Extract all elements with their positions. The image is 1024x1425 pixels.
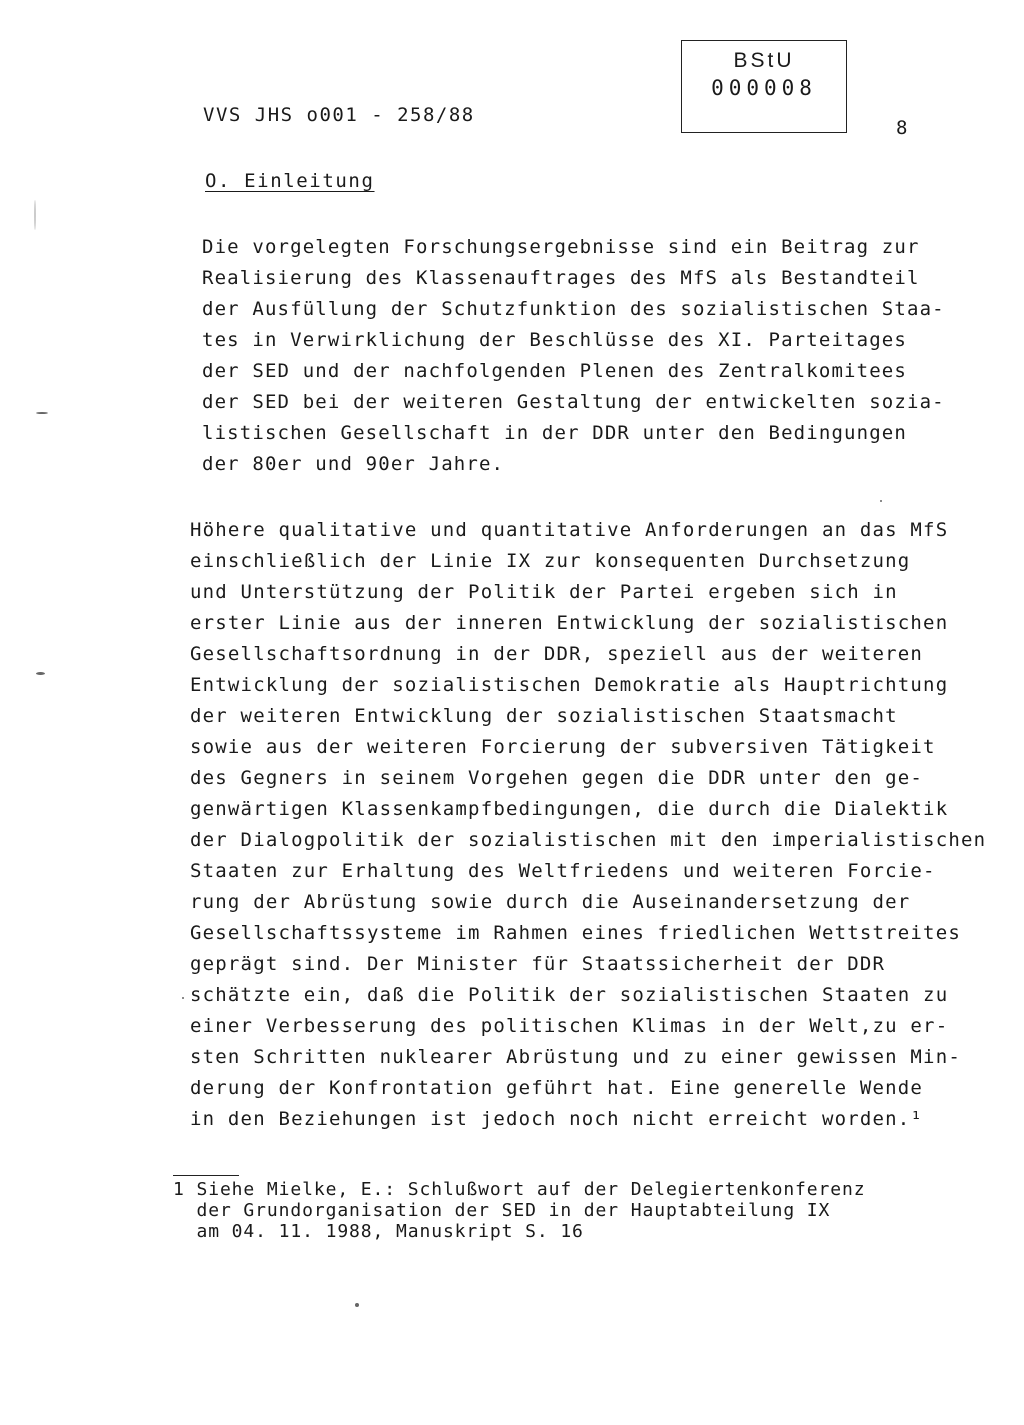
- paragraph-line: Gesellschaftssysteme im Rahmen eines friedlichen Wettstreites: [190, 922, 961, 944]
- paragraph-line: schätzte ein, daß die Politik der sozialistischen Staaten zu: [190, 984, 949, 1006]
- paragraph-line: Staaten zur Erhaltung des Weltfriedens und weiteren Forcie-: [190, 860, 936, 882]
- scan-speck: [880, 500, 882, 502]
- paragraph-line: Die vorgelegten Forschungsergebnisse sind ein Beitrag zur: [202, 236, 920, 258]
- document-reference: VVS JHS o001 - 258/88: [203, 104, 475, 126]
- scan-speck: [34, 200, 36, 230]
- paragraph-line: einer Verbesserung des politischen Klimas in der Welt,zu er-: [190, 1015, 949, 1037]
- paragraph-line: der weiteren Entwicklung der sozialistischen Staatsmacht: [190, 705, 898, 727]
- paragraph-line: listischen Gesellschaft in der DDR unter den Bedingungen: [202, 422, 907, 444]
- paragraph-line: in den Beziehungen ist jedoch noch nicht erreicht worden.¹: [190, 1108, 924, 1130]
- scan-speck: [36, 412, 48, 414]
- footnote-line: 1 Siehe Mielke, E.: Schlußwort auf der Delegiertenkonferenz: [173, 1179, 866, 1200]
- paragraph-line: geprägt sind. Der Minister für Staatssicherheit der DDR: [190, 953, 886, 975]
- paragraph-line: genwärtigen Klassenkampfbedingungen, die durch die Dialektik: [190, 798, 949, 820]
- paragraph-line: der Dialogpolitik der sozialistischen mit den imperialistischen: [190, 829, 987, 851]
- footnote-line: der Grundorganisation der SED in der Hauptabteilung IX: [173, 1200, 831, 1221]
- scan-speck: [182, 997, 184, 999]
- paragraph-line: Gesellschaftsordnung in der DDR, speziell aus der weiteren: [190, 643, 924, 665]
- scan-speck: [36, 672, 45, 675]
- paragraph-2: [190, 515, 986, 1135]
- paragraph-line: der Ausfüllung der Schutzfunktion des sozialistischen Staa-: [202, 298, 945, 320]
- paragraph-line: der 80er und 90er Jahre.: [202, 453, 505, 475]
- section-heading: O. Einleitung: [205, 170, 375, 192]
- paragraph-1: [202, 232, 945, 480]
- stamp-label: BStU: [733, 49, 795, 72]
- paragraph-line: erster Linie aus der inneren Entwicklung der sozialistischen: [190, 612, 949, 634]
- paragraph-line: der SED und der nachfolgenden Plenen des Zentralkomitees: [202, 360, 907, 382]
- footnote: [173, 1179, 865, 1242]
- paragraph-line: Höhere qualitative und quantitative Anforderungen an das MfS: [190, 519, 949, 541]
- page-number: 8: [896, 117, 908, 139]
- paragraph-line: einschließlich der Linie IX zur konsequenten Durchsetzung: [190, 550, 911, 572]
- paragraph-line: derung der Konfrontation geführt hat. Eine generelle Wende: [190, 1077, 924, 1099]
- paragraph-line: tes in Verwirklichung der Beschlüsse des XI. Parteitages: [202, 329, 907, 351]
- paragraph-line: rung der Abrüstung sowie durch die Auseinandersetzung der: [190, 891, 911, 913]
- footnote-divider: [173, 1175, 239, 1176]
- paragraph-line: Realisierung des Klassenauftrages des MfS als Bestandteil: [202, 267, 920, 289]
- paragraph-line: sowie aus der weiteren Forcierung der subversiven Tätigkeit: [190, 736, 936, 758]
- paragraph-line: des Gegners in seinem Vorgehen gegen die DDR unter den ge-: [190, 767, 924, 789]
- paragraph-line: Entwicklung der sozialistischen Demokratie als Hauptrichtung: [190, 674, 949, 696]
- footnote-line: am 04. 11. 1988, Manuskript S. 16: [173, 1221, 584, 1242]
- paragraph-line: sten Schritten nuklearer Abrüstung und zu einer gewissen Min-: [190, 1046, 961, 1068]
- paragraph-line: und Unterstützung der Politik der Partei ergeben sich in: [190, 581, 898, 603]
- paragraph-line: der SED bei der weiteren Gestaltung der entwickelten sozia-: [202, 391, 945, 413]
- scan-speck: [355, 1303, 359, 1307]
- stamp-number: 000008: [711, 76, 817, 100]
- archive-stamp: [681, 40, 847, 133]
